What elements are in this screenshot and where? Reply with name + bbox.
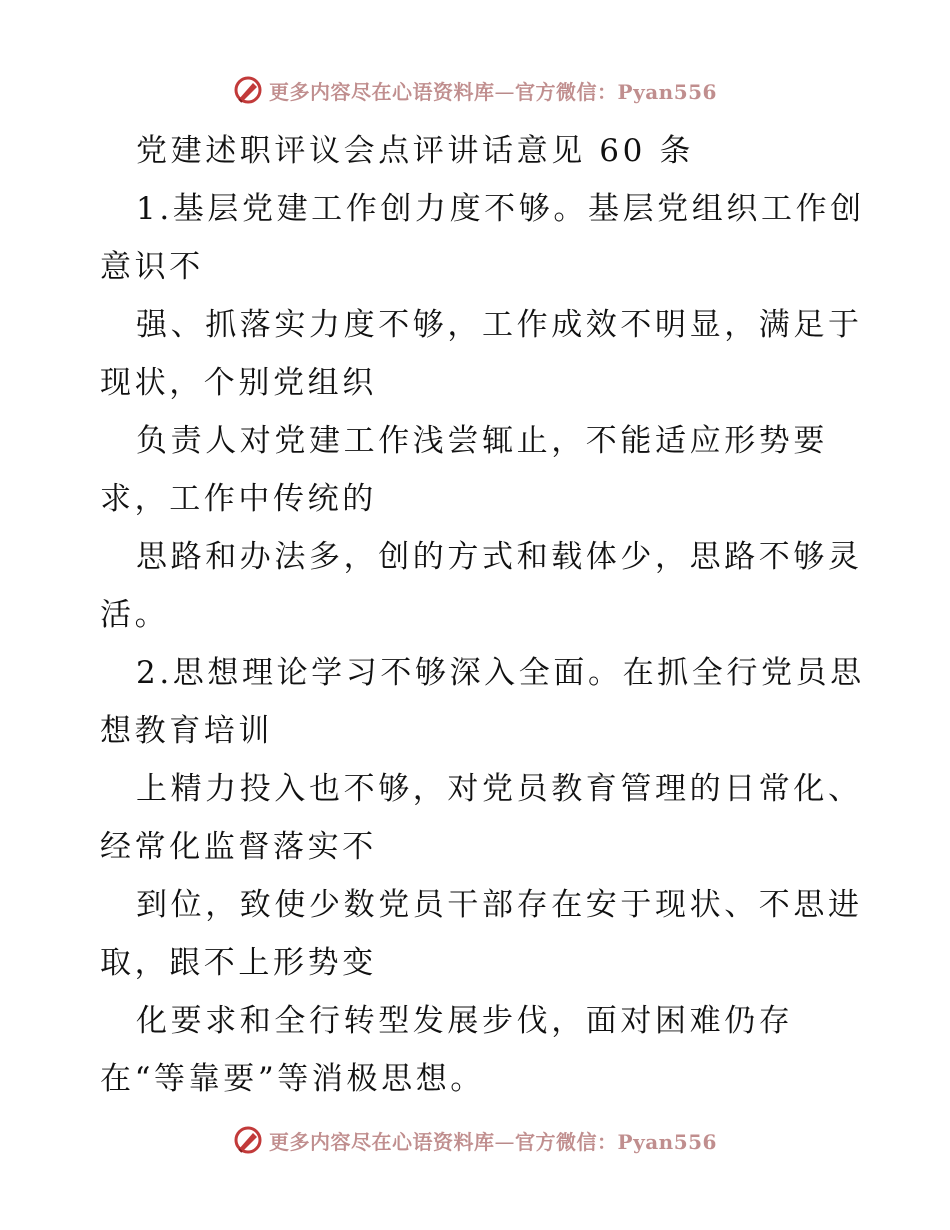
document-line: 强、抓落实力度不够，工作成效不明显，满足于 bbox=[136, 307, 863, 343]
document-line: 化要求和全行转型发展步伐，面对困难仍存 bbox=[136, 1003, 794, 1039]
banner-brand: 更多内容尽在心语资料库 bbox=[269, 1129, 495, 1154]
document-line: 负责人对党建工作浅尝辄止，不能适应形势要 bbox=[136, 423, 828, 459]
document-line: 思路和办法多，创的方式和载体少，思路不够灵 bbox=[136, 539, 863, 575]
pen-logo-icon bbox=[233, 75, 263, 105]
banner-brand: 更多内容尽在心语资料库 bbox=[269, 79, 495, 104]
banner-separator: — bbox=[494, 79, 516, 104]
document-line: 经常化监督落实不 bbox=[100, 829, 377, 865]
document-line: 2.思想理论学习不够深入全面。在抓全行党员思 bbox=[136, 655, 865, 691]
document-line: 想教育培训 bbox=[100, 713, 273, 749]
document-line: 活。 bbox=[100, 597, 170, 633]
banner-wechat: 官方微信：Pyan556 bbox=[515, 79, 717, 104]
document-body bbox=[100, 122, 865, 1108]
document-line: 党建述职评议会点评讲话意见 60 条 bbox=[136, 133, 694, 169]
document-line: 到位，致使少数党员干部存在安于现状、不思进 bbox=[136, 887, 863, 923]
banner-text bbox=[269, 1126, 717, 1155]
document-line: 求，工作中传统的 bbox=[100, 481, 377, 517]
document-line: 1.基层党建工作创力度不够。基层党组织工作创 bbox=[136, 191, 865, 227]
footer-watermark-banner bbox=[0, 1120, 950, 1160]
pen-logo-icon bbox=[233, 1125, 263, 1155]
document-line: 意识不 bbox=[100, 249, 204, 285]
banner-wechat: 官方微信：Pyan556 bbox=[515, 1129, 717, 1154]
document-line: 现状，个别党组织 bbox=[100, 365, 377, 401]
document-line: 上精力投入也不够，对党员教育管理的日常化、 bbox=[136, 771, 863, 807]
banner-separator: — bbox=[494, 1129, 516, 1154]
header-watermark-banner bbox=[0, 70, 950, 110]
banner-text bbox=[269, 76, 717, 105]
document-line: 取，跟不上形势变 bbox=[100, 945, 377, 981]
document-line: 在“等靠要”等消极思想。 bbox=[100, 1061, 485, 1097]
